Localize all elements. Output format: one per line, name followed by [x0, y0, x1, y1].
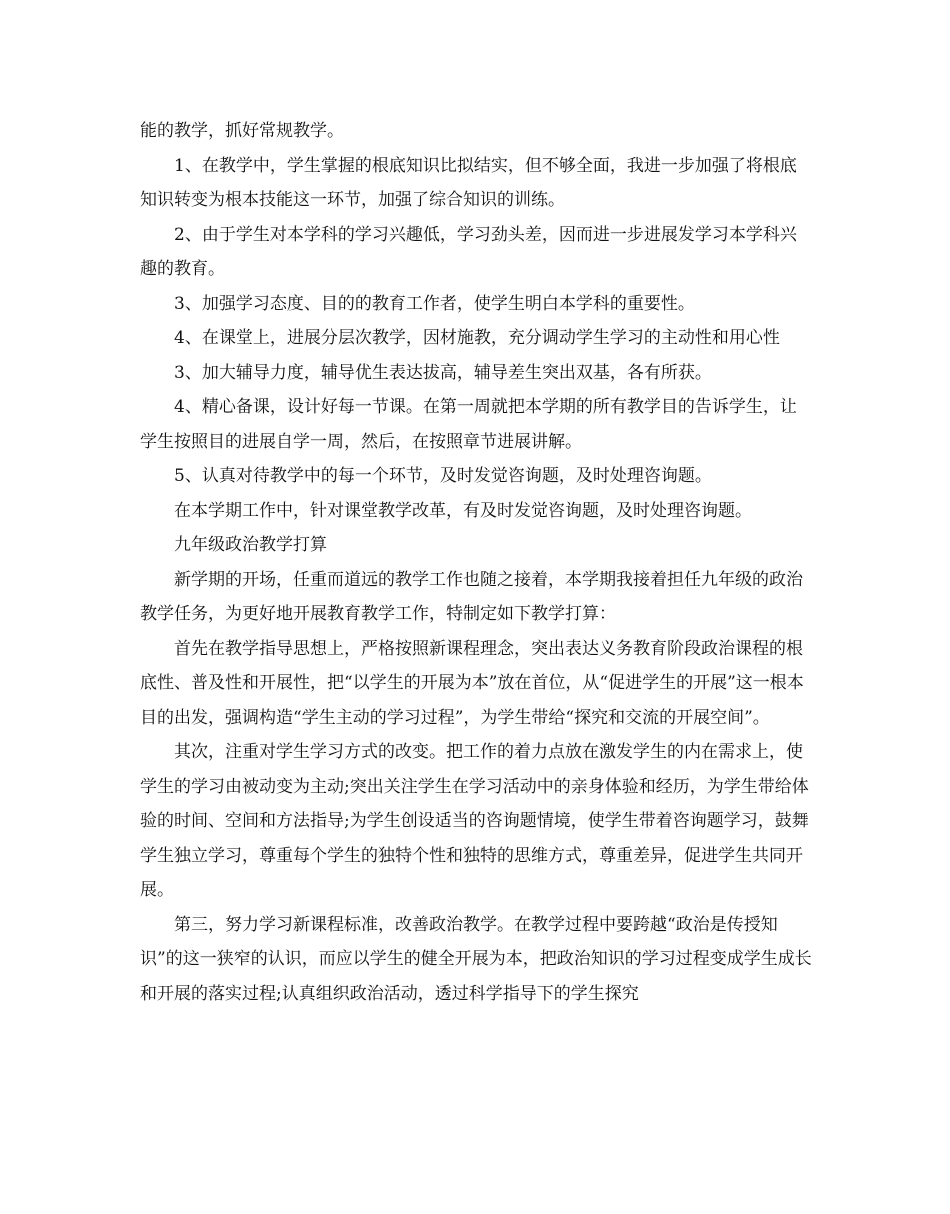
- paragraph-second: 其次，注重对学生学习方式的改变。把工作的着力点放在激发学生的内在需求上，使学生的学习由被动变为主动;突出关注学生在学习活动中的亲身体验和经历，为学生带给体验的时间、空间和方法指导;为学生创设适当的咨询题情境，使学生带着咨询题学习，鼓舞学生独立学习，尊重每个学生的独特个性和独特的思维方式，尊重差异，促进学生共同开展。: [140, 742, 809, 900]
- paragraph-third: 第三，努力学习新课程标准，改善政治教学。在教学过程中要跨越“政治是传授知识”的这一狭窄的认识，而应以学生的健全开展为本，把政治知识的学习过程变成学生成长和开展的落实过程;认真组织政治活动，透过科学指导下的学生探究: [140, 914, 812, 1004]
- paragraph-item-3: 3、加强学习态度、目的的教育工作者，使学生明白本学科的重要性。: [174, 293, 695, 314]
- paragraph-item-5: 5、认真对待教学中的每一个环节，及时发觉咨询题，及时处理咨询题。: [174, 466, 712, 486]
- paragraph-item-4b: 4、精心备课，设计好每一节课。在第一周就把本学期的所有教学目的告诉学生，让学生按照目的进展自学一周，然后，在按照章节进展讲解。: [140, 397, 797, 452]
- section-title: 九年级政治教学打算: [174, 535, 327, 555]
- paragraph-intro: 新学期的开场，任重而道远的教学工作也随之接着，本学期我接着担任九年级的政治教学任务，为更好地开展教育教学工作，特制定如下教学打算：: [140, 569, 803, 624]
- paragraph-item-3b: 3、加大辅导力度，辅导优生表达拔高，辅导差生突出双基，各有所获。: [174, 362, 712, 383]
- paragraph-first: 首先在教学指导思想上，严格按照新课程理念，突出表达义务教育阶段政治课程的根底性、普及性和开展性，把“以学生的开展为本”放在首位，从“促进学生的开展”这一根本目的出发，强调构造“学生主动的学习过程”，为学生带给“探究和交流的开展空间”。: [140, 638, 804, 728]
- document-body: [140, 114, 812, 1011]
- paragraph-item-4: 4、在课堂上，进展分层次教学，因材施教，充分调动学生学习的主动性和用心性: [174, 328, 780, 348]
- paragraph-summary: 在本学期工作中，针对课堂教学改革，有及时发觉咨询题，及时处理咨询题。: [174, 500, 752, 521]
- paragraph-item-1: 1、在教学中，学生掌握的根底知识比拟结实，但不够全面，我进一步加强了将根底知识转变为根本技能这一环节，加强了综合知识的训练。: [140, 155, 797, 210]
- paragraph-continuation: 能的教学，抓好常规教学。: [140, 121, 344, 141]
- paragraph-item-2: 2、由于学生对本学科的学习兴趣低，学习劲头差，因而进一步进展发学习本学科兴趣的教育。: [140, 224, 797, 279]
